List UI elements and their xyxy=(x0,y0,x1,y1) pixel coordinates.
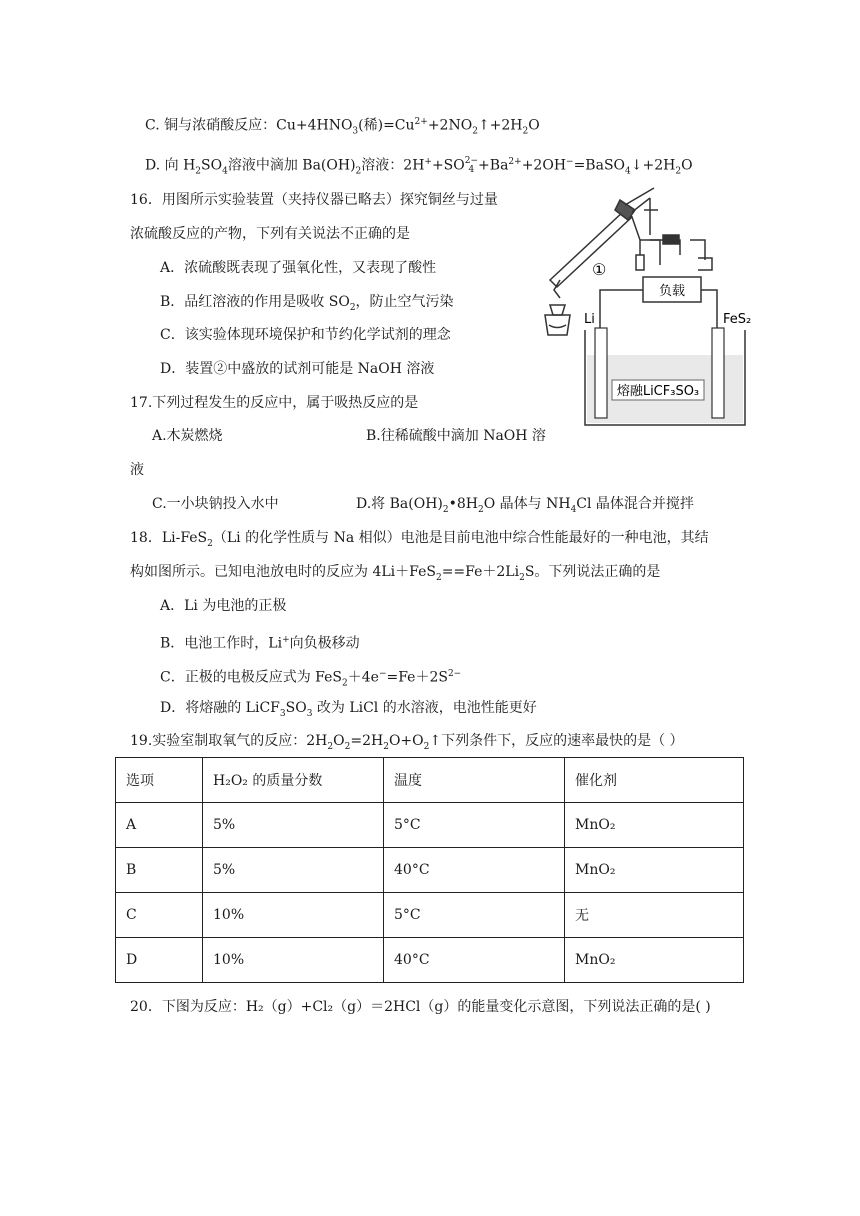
q17-option-c: C.一小块钠投入水中 xyxy=(152,496,279,512)
table-row xyxy=(116,848,744,893)
q15-option-c: C. 铜与浓硝酸反应：$Cu+4HNO_3$(稀)$=Cu^{2+}+2NO_2↑+2H_2O$ xyxy=(145,117,540,137)
q16-option-d: D．装置②中盛放的试剂可能是 NaOH 溶液 xyxy=(160,361,435,377)
table-row xyxy=(116,803,744,848)
q16-option-b: B．品红溶液的作用是吸收 $SO_2$，防止空气污染 xyxy=(160,294,454,313)
test-tube-apparatus-icon xyxy=(545,188,712,335)
q18-option-c: C．正极的电极反应式为 $FeS_2+4e^-=Fe+2S^{2-}$ xyxy=(160,669,462,689)
table-cell: MnO₂ xyxy=(565,848,744,893)
table-cell: A xyxy=(116,803,203,848)
q18-option-a: A．Li 为电池的正极 xyxy=(160,598,287,614)
q19-options-table xyxy=(115,757,744,983)
q16-option-c: C．该实验体现环境保护和节约化学试剂的理念 xyxy=(160,327,451,343)
table-cell: D xyxy=(116,938,203,983)
table-row xyxy=(116,893,744,938)
table-cell: MnO₂ xyxy=(565,803,744,848)
li-electrode xyxy=(595,328,607,418)
table-cell: MnO₂ xyxy=(565,938,744,983)
q17-option-a: A.木炭燃烧 xyxy=(152,428,223,444)
q16-option-a: A．浓硫酸既表现了强氧化性，又表现了酸性 xyxy=(160,260,437,276)
table-cell: C xyxy=(116,893,203,938)
fes2-electrode xyxy=(712,328,724,418)
li-electrode-label: Li xyxy=(584,312,595,327)
q17-stem: 17.下列过程发生的反应中，属于吸热反应的是 xyxy=(130,395,419,411)
table-row xyxy=(116,938,744,983)
table-cell: 5% xyxy=(203,848,384,893)
table-cell: 5% xyxy=(203,803,384,848)
q15-option-d: D. 向 $H_2SO_4$溶液中滴加 $Ba(OH)_2$溶液：2H++SO 2− 4 $+Ba^{2+}+2OH^-=BaSO_4↓+2H_2O$ xyxy=(145,155,693,177)
circle-one-label: ① xyxy=(592,260,607,279)
load-label: 负载 xyxy=(658,284,686,299)
q17-option-b-wrap: 液 xyxy=(130,462,144,478)
q17-option-d: D.将 $Ba(OH)_2•8H_2O$ 晶体与 $NH_4Cl$ 晶体混合并搅拌 xyxy=(356,496,694,515)
q18-stem-1: 18．Li-FeS$_2$（Li 的化学性质与 Na 相似）电池是目前电池中综合性能最好的一种电池，其结 xyxy=(130,530,709,549)
table-cell: 10% xyxy=(203,893,384,938)
table-cell: 无 xyxy=(565,893,744,938)
fes2-electrode-label: FeS₂ xyxy=(723,312,752,327)
table-cell: 40°C xyxy=(384,848,565,893)
table-cell: B xyxy=(116,848,203,893)
table-header-cell: 催化剂 xyxy=(565,758,744,803)
table-cell: 10% xyxy=(203,938,384,983)
q18-stem-2: 构如图所示。已知电池放电时的反应为 $4Li+FeS_2==Fe+2Li_2S$。下列说法正确的是 xyxy=(130,564,661,583)
q16-stem-1: 16．用图所示实验装置（夹持仪器已略去）探究铜丝与过量 xyxy=(130,192,498,208)
table-cell: 5°C xyxy=(384,803,565,848)
table-header-cell: 选项 xyxy=(116,758,203,803)
electrolyte-label: 熔融LiCF₃SO₃ xyxy=(616,384,700,399)
q17-option-b: B.往稀硫酸中滴加 NaOH 溶 xyxy=(366,428,546,444)
q16-stem-2: 浓硫酸反应的产物，下列有关说法不正确的是 xyxy=(130,226,410,242)
table-cell: 40°C xyxy=(384,938,565,983)
q20-stem: 20．下图为反应：H₂（g）+Cl₂（g）＝2HCl（g）的能量变化示意图，下列说法正确的是( ) xyxy=(130,999,711,1015)
q19-stem: 19.实验室制取氧气的反应：$2H_2O_2=2H_2O+O_2↑$下列条件下，反应的速率最快的是（ ） xyxy=(130,733,684,752)
table-header-cell: 温度 xyxy=(384,758,565,803)
q18-option-d: D．将熔融的 $LiCF_3SO_3$ 改为 LiCl 的水溶液，电池性能更好 xyxy=(160,700,537,719)
table-cell: 5°C xyxy=(384,893,565,938)
table-header-row xyxy=(116,758,744,803)
table-header-cell: H₂O₂ 的质量分数 xyxy=(203,758,384,803)
apparatus-figure xyxy=(540,180,770,430)
q18-option-b: B．电池工作时，Li+向负极移动 xyxy=(160,635,360,652)
